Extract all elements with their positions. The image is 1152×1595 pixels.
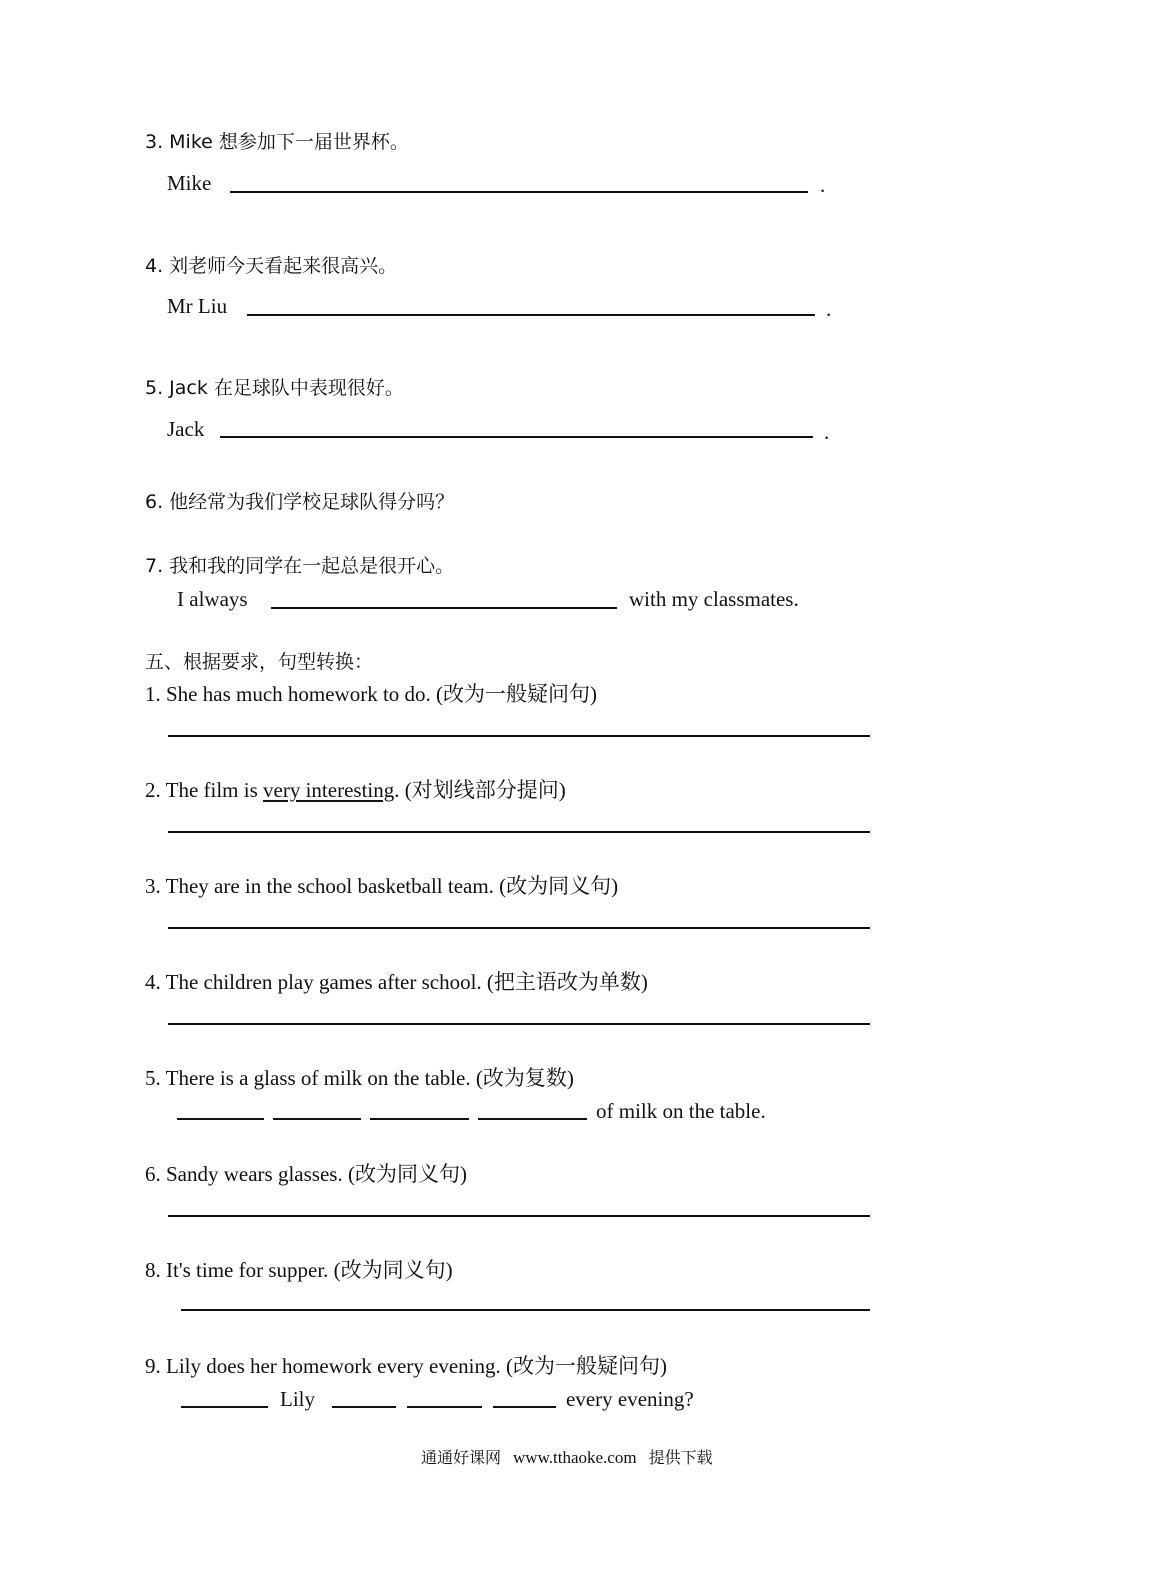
answer-line <box>168 1215 870 1217</box>
blank-line <box>493 1406 556 1408</box>
blank-line <box>478 1118 587 1120</box>
question-6-prompt: 6. 他经常为我们学校足球队得分吗？ <box>145 491 455 513</box>
answer-line <box>168 1023 870 1025</box>
sentence-end: . <box>820 173 826 197</box>
question-7-subject: I always <box>177 587 248 611</box>
answer-line <box>168 831 870 833</box>
transform-6-prompt: 6. Sandy wears glasses. (改为同义句) <box>145 1162 467 1186</box>
footer-site: 通通好课网 <box>421 1448 502 1467</box>
question-4-prompt: 4. 刘老师今天看起来很高兴。 <box>145 255 398 277</box>
transform-4-prompt: 4. The children play games after school. (把主语改为单数) <box>145 970 648 994</box>
transform-9-prompt: 9. Lily does her homework every evening. (改为一般疑问句) <box>145 1354 667 1378</box>
transform-1-prompt: 1. She has much homework to do. (改为一般疑问句) <box>145 682 598 706</box>
answer-line <box>271 607 617 609</box>
footer-note: 提供下载 <box>648 1448 713 1467</box>
section-heading: 五、根据要求，句型转换： <box>145 651 374 673</box>
question-5-subject: Jack <box>167 417 205 441</box>
answer-line <box>220 436 813 438</box>
question-7-tail: with my classmates. <box>629 587 799 611</box>
transform-5-prompt: 5. There is a glass of milk on the table. (改为复数) <box>145 1066 574 1090</box>
answer-line <box>168 927 870 929</box>
question-7-prompt: 7. 我和我的同学在一起总是很开心。 <box>145 555 455 577</box>
answer-line <box>247 314 815 316</box>
transform-9-word: Lily <box>280 1387 315 1411</box>
blank-line <box>370 1118 469 1120</box>
answer-line <box>181 1309 870 1311</box>
transform-5-tail: of milk on the table. <box>596 1099 766 1123</box>
transform-9-tail: every evening? <box>566 1387 694 1411</box>
footer <box>421 1445 713 1468</box>
blank-line <box>181 1406 268 1408</box>
prompt-text: . (对划线部分提问) <box>394 778 566 802</box>
blank-line <box>177 1118 264 1120</box>
blank-line <box>332 1406 396 1408</box>
blank-line <box>407 1406 482 1408</box>
sentence-end: . <box>826 297 832 321</box>
question-5-prompt: 5. Jack 在足球队中表现很好。 <box>145 377 404 399</box>
question-4-subject: Mr Liu <box>167 294 228 318</box>
footer-url[interactable]: www.tthaoke.com <box>513 1448 637 1467</box>
transform-3-prompt: 3. They are in the school basketball team. (改为同义句) <box>145 874 619 898</box>
question-3-prompt: 3. Mike 想参加下一届世界杯。 <box>145 131 409 153</box>
blank-line <box>273 1118 361 1120</box>
transform-2-prompt <box>145 777 566 803</box>
question-3-subject: Mike <box>167 171 212 195</box>
prompt-text: 2. The film is <box>145 778 264 802</box>
sentence-end: . <box>824 420 830 444</box>
answer-line <box>230 191 808 193</box>
answer-line <box>168 735 870 737</box>
underlined-phrase: very interesting <box>263 778 395 802</box>
transform-8-prompt: 8. It's time for supper. (改为同义句) <box>145 1258 453 1282</box>
